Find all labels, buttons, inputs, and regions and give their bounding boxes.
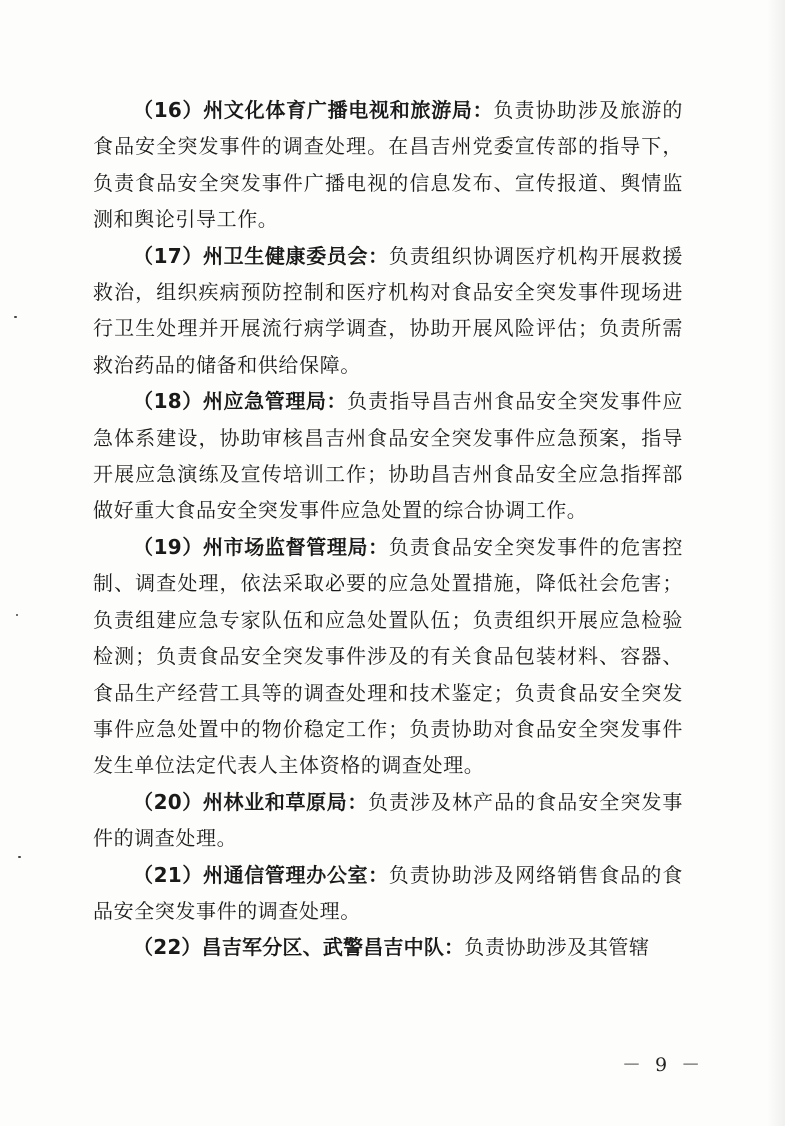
scan-speck	[18, 856, 21, 858]
paragraph-heading: （20）州林业和草原局：	[133, 789, 368, 814]
paragraph-heading: （18）州应急管理局：	[133, 389, 348, 414]
paragraph-heading: （17）州卫生健康委员会：	[133, 243, 389, 268]
paragraph-heading: （16）州文化体育广播电视和旅游局：	[133, 98, 494, 122]
paragraph-22	[93, 929, 683, 965]
scan-shadow-edge	[767, 0, 785, 1126]
page-number: － 9 －	[622, 1054, 705, 1076]
paragraph-20	[93, 784, 683, 857]
paragraph-18	[93, 383, 683, 529]
paragraph-body: 负责组织协调医疗机构开展救援救治，组织疾病预防控制和医疗机构对食品安全突发事件现场进行卫生处理并开展流行病学调查，协助开展风险评估；负责所需救治药品的储备和供给保障。	[93, 243, 683, 377]
paragraph-body: 负责涉及林产品的食品安全突发事件的调查处理。	[93, 789, 683, 851]
paragraph-body: 负责协助涉及旅游的食品安全突发事件的调查处理。在昌吉州党委宣传部的指导下，负责食品安全突发事件广播电视的信息发布、宣传报道、舆情监测和舆论引导工作。	[93, 98, 684, 232]
paragraph-body: 负责协助涉及其管辖	[464, 935, 650, 960]
paragraph-body: 负责协助涉及网络销售食品的食品安全突发事件的调查处理。	[93, 862, 683, 923]
paragraph-17	[93, 238, 683, 384]
paragraph-heading: （22）昌吉军分区、武警昌吉中队：	[133, 935, 465, 960]
paragraph-body: 负责食品安全突发事件的危害控制、调查处理，依法采取必要的应急处置措施，降低社会危害；负责组建应急专家队伍和应急处置队伍；负责组织开展应急检验检测；负责食品安全突发事件涉及的有关食品包装材料、容器、食品生产经营工具等的调查处理和技术鉴定；负责食品安全突发事件应急处置中的物价稳定工作；负责协助对食品安全突发事件发生单位法定代表人主体资格的调查处理。	[93, 534, 683, 778]
paragraph-heading: （19）州市场监督管理局：	[133, 534, 389, 559]
scan-speck	[16, 614, 18, 616]
paragraph-heading: （21）州通信管理办公室：	[133, 862, 389, 887]
paragraph-21	[93, 857, 683, 930]
paragraph-16	[93, 92, 683, 238]
scan-speck	[14, 316, 17, 318]
paragraph-19	[93, 529, 683, 784]
paragraph-body: 负责指导昌吉州食品安全突发事件应急体系建设，协助审核昌吉州食品安全突发事件应急预案，指导开展应急演练及宣传培训工作；协助昌吉州食品安全应急指挥部做好重大食品安全突发事件应急处置的综合协调工作。	[93, 389, 683, 523]
body-text	[93, 92, 683, 966]
